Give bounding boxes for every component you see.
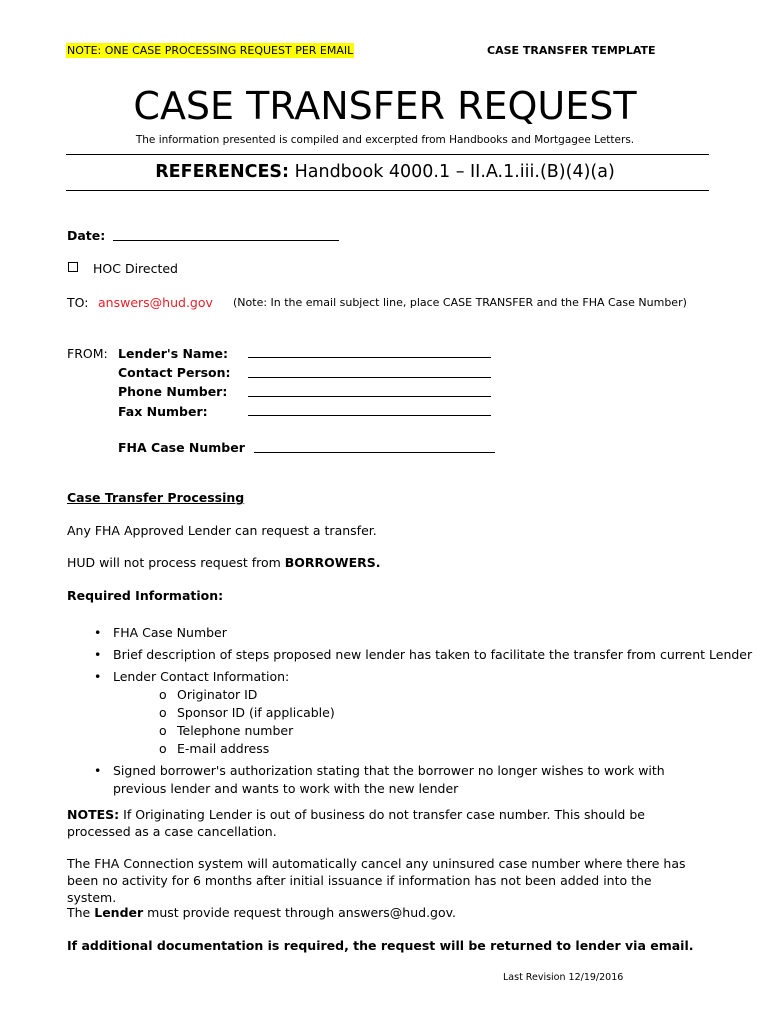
processing-heading: Case Transfer Processing bbox=[67, 490, 245, 505]
template-label: CASE TRANSFER TEMPLATE bbox=[487, 44, 656, 57]
sub-list-item bbox=[159, 704, 752, 722]
lender-paragraph bbox=[67, 904, 456, 921]
fha-connection-paragraph: The FHA Connection system will automatically cancel any uninsured case number where there has been no activity for 6 months after initial issuance if information has not been added into the system. bbox=[67, 856, 686, 905]
lender-bold-text: Lender bbox=[94, 905, 144, 920]
circle-bullet-icon: o bbox=[159, 741, 167, 756]
notes-label: NOTES: bbox=[67, 807, 120, 822]
processing-line-1: Any FHA Approved Lender can request a transfer. bbox=[67, 523, 377, 538]
to-note: (Note: In the email subject line, place CASE TRANSFER and the FHA Case Number) bbox=[233, 296, 687, 309]
required-heading: Required Information: bbox=[67, 588, 224, 603]
phone-number-field[interactable] bbox=[248, 396, 491, 397]
sub-list-item bbox=[159, 686, 752, 704]
processing-line-2 bbox=[67, 555, 381, 570]
lenders-name-field[interactable] bbox=[248, 357, 491, 358]
fha-case-number-field[interactable] bbox=[254, 452, 495, 453]
sub-list-item-text: Telephone number bbox=[177, 723, 294, 738]
contact-info-sublist bbox=[159, 686, 752, 758]
circle-bullet-icon: o bbox=[159, 723, 167, 738]
list-item bbox=[94, 624, 752, 642]
list-item-text: Signed borrower's authorization stating that the borrower no longer wishes to work with previous lender and wants to work with the new lender bbox=[113, 763, 665, 796]
references-label: REFERENCES: bbox=[155, 162, 290, 182]
references-value: Handbook 4000.1 – II.A.1.iii.(B)(4)(a) bbox=[294, 162, 615, 182]
bullet-icon: • bbox=[94, 625, 102, 640]
list-item bbox=[94, 646, 752, 664]
sub-list-item-text: Originator ID bbox=[177, 687, 258, 702]
date-field[interactable] bbox=[113, 240, 339, 241]
fha-case-number-label: FHA Case Number bbox=[118, 440, 245, 455]
notes-paragraph bbox=[67, 806, 697, 840]
page-subtitle: The information presented is compiled and excerpted from Handbooks and Mortgagee Letters. bbox=[135, 134, 635, 146]
sub-list-item-text: Sponsor ID (if applicable) bbox=[177, 705, 335, 720]
lender-pre-text: The bbox=[67, 905, 95, 920]
hoc-directed-checkbox[interactable] bbox=[68, 262, 78, 272]
lenders-name-label: Lender's Name: bbox=[118, 346, 228, 361]
bullet-icon: • bbox=[94, 669, 102, 684]
references bbox=[0, 162, 770, 182]
contact-person-label: Contact Person: bbox=[118, 365, 231, 380]
from-label: FROM: bbox=[67, 346, 108, 361]
note-highlight: NOTE: ONE CASE PROCESSING REQUEST PER EMAIL bbox=[67, 44, 354, 57]
list-item bbox=[94, 762, 684, 798]
circle-bullet-icon: o bbox=[159, 687, 167, 702]
borrowers-text: BORROWERS. bbox=[284, 555, 381, 570]
lender-post-text: must provide request through answers@hud.gov. bbox=[143, 905, 457, 920]
hoc-directed-label: HOC Directed bbox=[93, 261, 178, 276]
list-item-text: Lender Contact Information: bbox=[113, 669, 290, 684]
list-item-text: FHA Case Number bbox=[113, 625, 227, 640]
required-list bbox=[94, 624, 752, 802]
date-label: Date: bbox=[67, 228, 106, 243]
to-email-link[interactable]: answers@hud.gov bbox=[98, 295, 213, 310]
bullet-icon: • bbox=[94, 763, 102, 778]
bullet-icon: • bbox=[94, 647, 102, 662]
contact-person-field[interactable] bbox=[248, 377, 491, 378]
circle-bullet-icon: o bbox=[159, 705, 167, 720]
processing-line-2-text: HUD will not process request from bbox=[67, 555, 285, 570]
to-label: TO: bbox=[67, 295, 89, 310]
page-title: CASE TRANSFER REQUEST bbox=[133, 84, 637, 128]
divider-bottom bbox=[66, 190, 709, 191]
last-revision: Last Revision 12/19/2016 bbox=[503, 972, 624, 983]
divider-top bbox=[66, 154, 709, 155]
fax-number-field[interactable] bbox=[248, 415, 491, 416]
list-item-text: Brief description of steps proposed new lender has taken to facilitate the transfer from current Lender bbox=[113, 647, 753, 662]
additional-doc-paragraph: If additional documentation is required, the request will be returned to lender via email. bbox=[67, 938, 694, 953]
fax-number-label: Fax Number: bbox=[118, 404, 208, 419]
phone-number-label: Phone Number: bbox=[118, 384, 228, 399]
notes-text: If Originating Lender is out of business do not transfer case number. This should be processed as a case cancellation. bbox=[67, 807, 645, 839]
list-item bbox=[94, 668, 752, 758]
sub-list-item bbox=[159, 722, 752, 740]
sub-list-item-text: E-mail address bbox=[177, 741, 270, 756]
sub-list-item bbox=[159, 740, 752, 758]
